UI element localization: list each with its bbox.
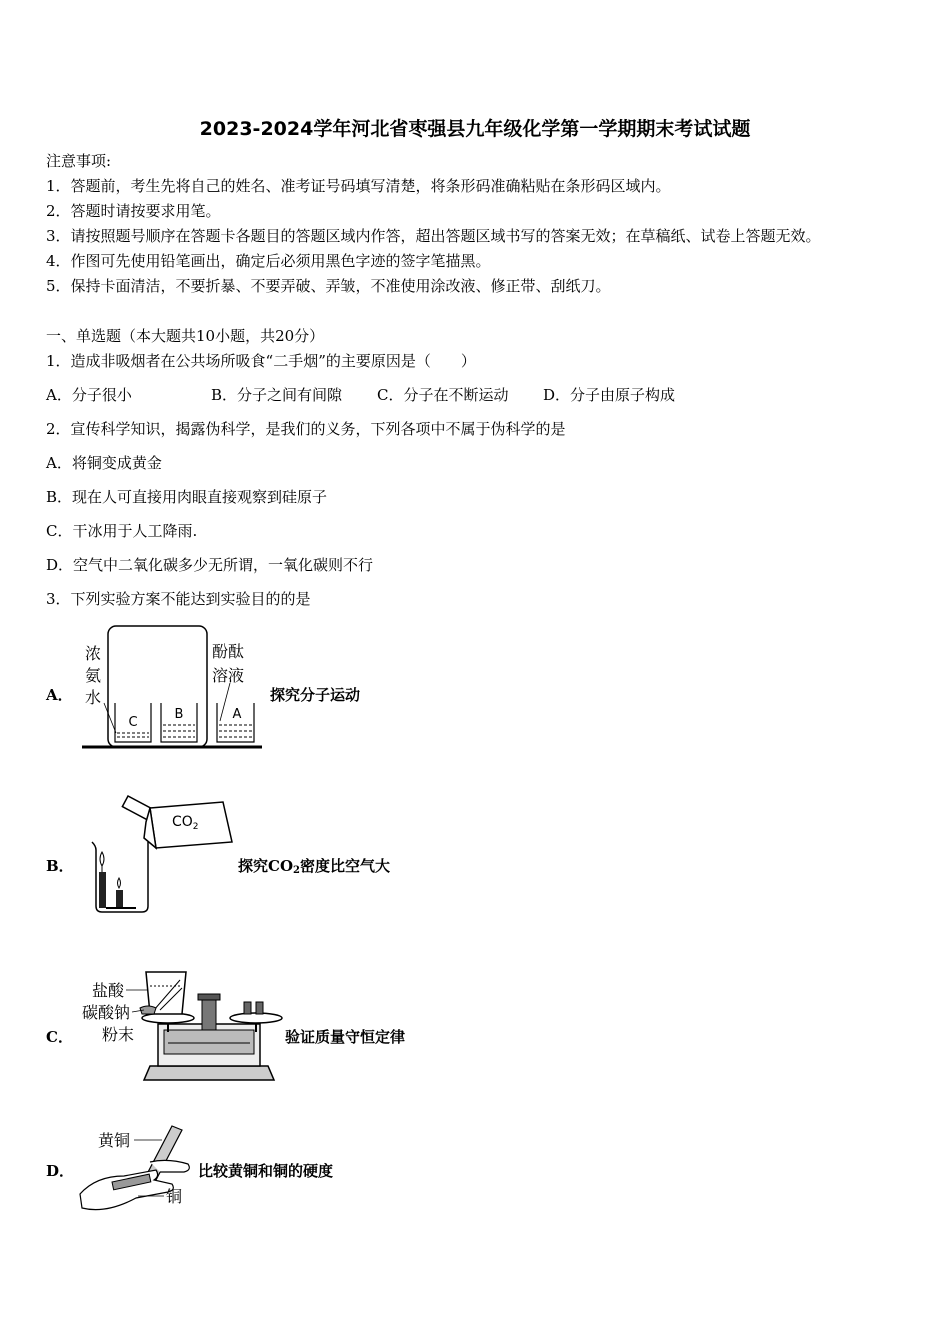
q2-option-b: B．现在人可直接用肉眼直接观察到硅原子 (46, 488, 328, 506)
q1-option-c: C．分子在不断运动 (377, 386, 509, 404)
q2-option-d: D．空气中二氧化碳多少无所谓，一氧化碳则不行 (46, 556, 374, 574)
question-stem: 3．下列实验方案不能达到实验目的的是 (46, 590, 311, 608)
q3-option-b-desc: 探究CO2密度比空气大 (238, 857, 391, 876)
balance-figure (78, 966, 283, 1084)
brass-scratch-figure (76, 1124, 198, 1214)
notice-item: 3．请按照题号顺序在答题卡各题目的答题区域内作答，超出答题区域书写的答案无效；在草稿纸、试卷上答题无效。 (46, 227, 821, 245)
q2-option-c: C．干冰用于人工降雨. (46, 522, 198, 540)
q3-option-a-desc: 探究分子运动 (270, 686, 361, 704)
q3-option-a-letter: A． (46, 686, 73, 704)
question-stem: 2．宣传科学知识，揭露伪科学，是我们的义务，下列各项中不属于伪科学的是 (46, 420, 566, 438)
phenolphthalein-label: 溶液 (212, 666, 245, 685)
hcl-label: 盐酸 (92, 981, 125, 1000)
notice-item: 2．答题时请按要求用笔。 (46, 202, 221, 220)
q1-option-b: B．分子之间有间隙 (211, 386, 343, 404)
bottle-co2-label: $CO_2$ (172, 814, 199, 832)
q3-option-d-letter: D． (46, 1162, 75, 1180)
ammonia-label: 氨 (85, 666, 102, 685)
phenolphthalein-label: 酚酞 (212, 642, 245, 661)
question-stem: 1．造成非吸烟者在公共场所吸食“二手烟”的主要原因是（ ） (46, 352, 476, 370)
page-title: 2023-2024学年河北省枣强县九年级化学第一学期期末考试试题 (199, 118, 751, 140)
q3-option-d-desc: 比较黄铜和铜的硬度 (198, 1162, 334, 1180)
ammonia-label: 水 (85, 688, 102, 707)
notice-item: 5．保持卡面清洁，不要折暴、不要弄破、弄皱，不准使用涂改液、修正带、刮纸刀。 (46, 277, 611, 295)
powder-label: 粉末 (102, 1025, 135, 1044)
ammonia-label: 浓 (85, 644, 102, 663)
brass-label: 黄铜 (98, 1131, 131, 1150)
notice-item: 4．作图可先使用铅笔画出，确定后必须用黑色字迹的签字笔描黑。 (46, 252, 491, 270)
q3-option-c-letter: C． (46, 1028, 73, 1046)
q3-option-c-desc: 验证质量守恒定律 (285, 1028, 406, 1046)
notice-heading: 注意事项: (46, 152, 112, 170)
co2-pouring-figure (88, 790, 238, 915)
notice-item: 1．答题前，考生先将自己的姓名、准考证号码填写清楚，将条形码准确粘贴在条形码区域内。 (46, 177, 671, 195)
sodium-carbonate-label: 碳酸钠 (82, 1003, 131, 1022)
q3-option-b-letter: B． (46, 857, 74, 875)
q1-option-d: D．分子由原子构成 (543, 386, 676, 404)
q2-option-a: A．将铜变成黄金 (46, 454, 162, 472)
q1-option-a: A．分子很小 (46, 386, 132, 404)
beaker-label-a: A (232, 707, 242, 722)
copper-label: 铜 (166, 1187, 183, 1206)
beaker-label-b: B (174, 707, 184, 722)
section-heading: 一、单选题（本大题共10小题，共20分） (46, 327, 325, 345)
beaker-label-c: C (128, 715, 138, 730)
ammonia-diffusion-figure (80, 625, 265, 751)
